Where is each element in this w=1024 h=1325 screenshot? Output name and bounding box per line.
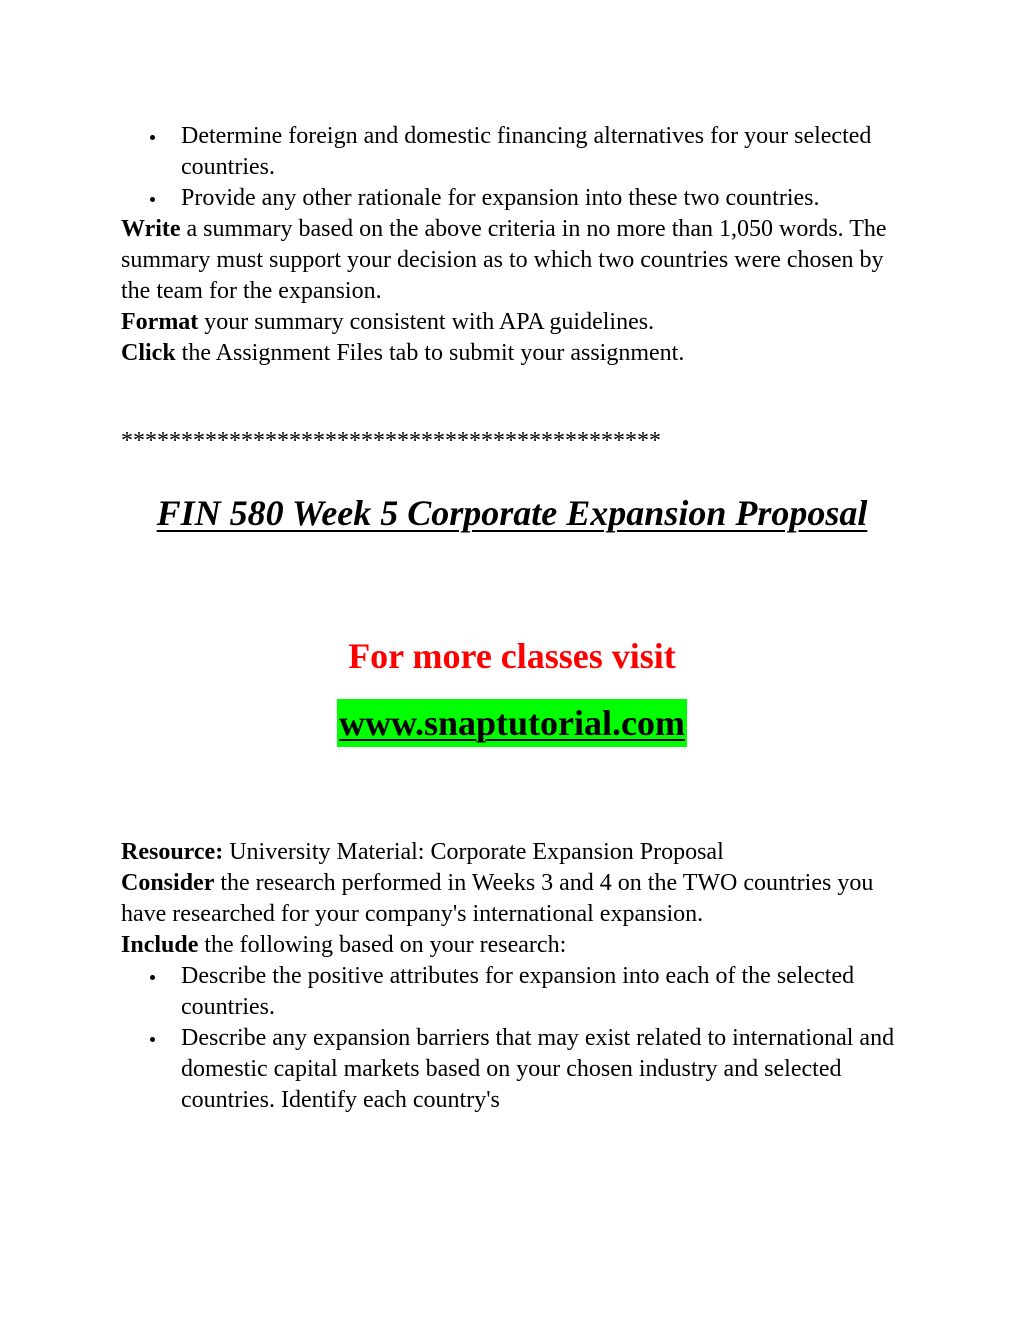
resource-label: Resource: bbox=[121, 839, 224, 865]
resource-text: University Material: Corporate Expansion Proposal bbox=[223, 839, 724, 865]
write-label: Write bbox=[121, 216, 181, 242]
write-paragraph bbox=[121, 214, 911, 307]
format-label: Format bbox=[121, 309, 199, 335]
format-text: your summary consistent with APA guidelines. bbox=[198, 309, 655, 335]
criteria-list-top bbox=[121, 121, 911, 214]
write-text: a summary based on the above criteria in no more than 1,050 words. The summary must support your decision as to which two countries were chosen by the team for the expansion. bbox=[121, 216, 887, 304]
list-item-text: Describe the positive attributes for expansion into each of the selected countries. bbox=[181, 963, 855, 1020]
list-item bbox=[121, 183, 911, 214]
consider-paragraph bbox=[121, 868, 911, 930]
course-title-text: FIN 580 Week 5 Corporate Expansion Proposal bbox=[156, 493, 868, 533]
bullet-icon bbox=[150, 197, 155, 202]
include-paragraph bbox=[121, 930, 911, 961]
list-item bbox=[121, 1023, 911, 1116]
assignment-instructions-top bbox=[121, 121, 911, 369]
promo-text: For more classes visit bbox=[348, 636, 676, 676]
bullet-icon bbox=[150, 975, 155, 980]
promo-link-wrapper bbox=[0, 699, 1024, 747]
website-link[interactable]: www.snaptutorial.com bbox=[337, 699, 687, 747]
list-item-text: Determine foreign and domestic financing alternatives for your selected countries. bbox=[181, 123, 872, 180]
list-item-text: Provide any other rationale for expansion into these two countries. bbox=[181, 185, 820, 211]
include-label: Include bbox=[121, 932, 199, 958]
format-paragraph bbox=[121, 307, 911, 338]
list-item-text: Describe any expansion barriers that may exist related to international and domestic capital markets based on your chosen industry and selected countries. Identify each country's bbox=[181, 1025, 895, 1113]
click-label: Click bbox=[121, 340, 176, 366]
course-title bbox=[0, 490, 1024, 536]
resource-paragraph bbox=[121, 837, 911, 868]
criteria-list-bottom bbox=[121, 961, 911, 1116]
bullet-icon bbox=[150, 135, 155, 140]
click-paragraph bbox=[121, 338, 911, 369]
assignment-instructions-bottom bbox=[121, 837, 911, 1116]
list-item bbox=[121, 961, 911, 1023]
consider-text: the research performed in Weeks 3 and 4 on the TWO countries you have researched for your company's international expansion. bbox=[121, 870, 874, 927]
bullet-icon bbox=[150, 1037, 155, 1042]
separator-line: ********************************************* bbox=[121, 428, 661, 454]
consider-label: Consider bbox=[121, 870, 215, 896]
list-item bbox=[121, 121, 911, 183]
include-text: the following based on your research: bbox=[198, 932, 567, 958]
click-text: the Assignment Files tab to submit your assignment. bbox=[175, 340, 685, 366]
